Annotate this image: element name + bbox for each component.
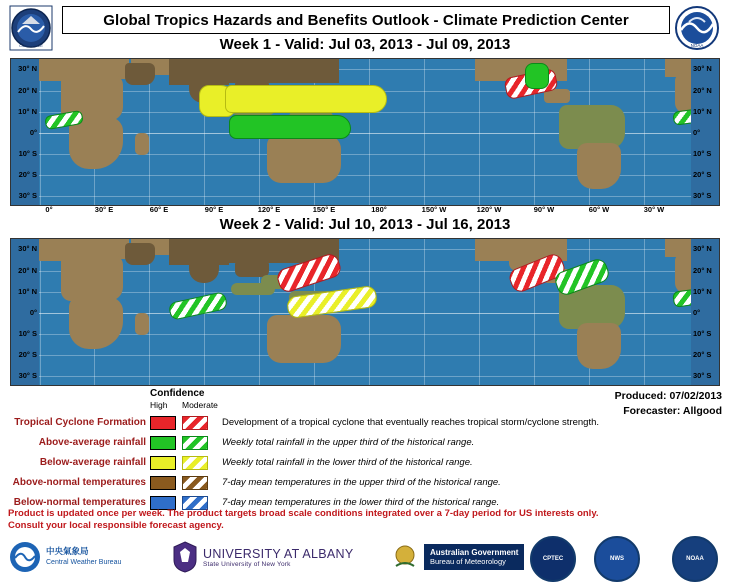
cwb-name-cn: 中央氣象局 bbox=[46, 546, 89, 556]
land2-west-africa bbox=[675, 253, 691, 293]
legend-label-below-average-rainfall: Below-average rainfall bbox=[39, 457, 146, 468]
noaa-partner-logo bbox=[672, 536, 718, 582]
gridline2-lon-180 bbox=[369, 239, 370, 385]
legend-swatch-high-tropical-cyclone bbox=[150, 416, 176, 430]
w2-lat-label-20n-right: 20° N bbox=[693, 266, 712, 275]
land-madagascar bbox=[135, 133, 149, 155]
w1-lat-label-20s-right: 20° S bbox=[693, 170, 712, 179]
legend-swatch-moderate-tropical-cyclone bbox=[182, 416, 208, 430]
week2-title: Week 2 - Valid: Jul 10, 2013 - Jul 16, 2013 bbox=[219, 216, 511, 233]
bom-name-text: Bureau of Meteorology bbox=[430, 557, 506, 566]
gridline2-lon-30w bbox=[644, 239, 645, 385]
forecaster-name: Forecaster: Allgood bbox=[623, 405, 722, 417]
w2-lat-label-0-right: 0° bbox=[693, 308, 701, 317]
land2-indochina bbox=[235, 259, 269, 277]
w1-lat-label-20n-left: 20° N bbox=[18, 86, 37, 95]
footnote bbox=[8, 508, 722, 532]
nws-climate-prediction-center-logo bbox=[594, 536, 640, 582]
legend-desc-below-normal-temperatures: 7-day mean temperatures in the lower third of the historical range. bbox=[222, 497, 500, 508]
albany-shield-icon bbox=[172, 540, 198, 574]
w1-lon-label-150w: 150° W bbox=[421, 205, 447, 214]
legend-label-above-normal-temperatures: Above-normal temperatures bbox=[12, 477, 146, 488]
footnote-line-2: Consult your local responsible forecast agency. bbox=[8, 520, 224, 531]
w1-lat-label-0-left: 0° bbox=[29, 128, 37, 137]
legend-row-tropical-cyclone bbox=[0, 416, 730, 434]
legend-confidence-title: Confidence bbox=[150, 388, 205, 399]
land2-australia bbox=[267, 315, 341, 363]
legend-desc-above-average-rainfall: Weekly total rainfall in the upper third of the historical range. bbox=[222, 437, 475, 448]
w1-lon-label-90w: 90° W bbox=[533, 205, 555, 214]
page-title bbox=[62, 6, 670, 34]
partner-logos bbox=[0, 536, 730, 580]
hazard-w1-green-maritime-continent[interactable] bbox=[229, 115, 351, 139]
gridline2-lat-30s bbox=[39, 376, 691, 377]
land-horn-of-africa bbox=[125, 63, 155, 85]
university-at-albany-logo bbox=[172, 536, 354, 578]
produced-date: Produced: 07/02/2013 bbox=[614, 390, 722, 402]
w2-lat-label-10s-right: 10° S bbox=[693, 329, 712, 338]
w1-lon-label-90e: 90° E bbox=[204, 205, 224, 214]
legend-confidence-high: High bbox=[150, 400, 168, 410]
land2-madagascar bbox=[135, 313, 149, 335]
w1-lon-label-0: 0° bbox=[45, 205, 53, 214]
land-australia bbox=[267, 135, 341, 183]
svg-text:COMMERCE: COMMERCE bbox=[19, 43, 43, 48]
w1-lon-label-30w: 30° W bbox=[643, 205, 665, 214]
albany-sub: State University of New York bbox=[203, 560, 291, 568]
footnote-line-1: Product is updated once per week. The product targets broad scale conditions integrated over a 7-day period for US interests only. bbox=[8, 508, 599, 519]
legend-desc-above-normal-temperatures: 7-day mean temperatures in the upper third of the historical range. bbox=[222, 477, 501, 488]
week2-map-area[interactable] bbox=[39, 239, 691, 385]
gridline-lon-150w bbox=[424, 59, 425, 205]
w2-lat-label-10n-right: 10° N bbox=[693, 287, 712, 296]
week1-map-panel[interactable] bbox=[10, 58, 720, 206]
w2-lat-label-30n-left: 30° N bbox=[18, 244, 37, 253]
legend-label-below-normal-temperatures: Below-normal temperatures bbox=[13, 497, 146, 508]
legend-swatch-moderate-above-normal-temperatures bbox=[182, 476, 208, 490]
w2-lat-label-30s-left: 30° S bbox=[18, 371, 37, 380]
week2-map-panel[interactable] bbox=[10, 238, 720, 386]
w1-lat-label-10s-right: 10° S bbox=[693, 149, 712, 158]
w2-lat-label-20s-right: 20° S bbox=[693, 350, 712, 359]
w1-lon-label-120w: 120° W bbox=[476, 205, 502, 214]
australian-coat-of-arms-icon bbox=[390, 542, 420, 572]
legend-desc-below-average-rainfall: Weekly total rainfall in the lower third of the historical range. bbox=[222, 457, 473, 468]
legend-swatch-moderate-above-average-rainfall bbox=[182, 436, 208, 450]
central-weather-bureau-logo bbox=[8, 536, 121, 578]
w1-lon-label-150e: 150° E bbox=[312, 205, 336, 214]
w1-lon-label-60e: 60° E bbox=[149, 205, 169, 214]
w1-lat-label-30n-right: 30° N bbox=[693, 64, 712, 73]
land-south-america-south bbox=[577, 143, 621, 189]
cptec-inpe-logo bbox=[530, 536, 576, 582]
w1-lat-label-20s-left: 20° S bbox=[18, 170, 37, 179]
gridline-lon-30w bbox=[644, 59, 645, 205]
w1-lon-label-30e: 30° E bbox=[94, 205, 114, 214]
land2-horn-of-africa bbox=[125, 243, 155, 265]
w1-lat-label-0-right: 0° bbox=[693, 128, 701, 137]
nws-text: NWS bbox=[610, 555, 624, 562]
w2-lat-label-0-left: 0° bbox=[29, 308, 37, 317]
legend-swatch-moderate-below-average-rainfall bbox=[182, 456, 208, 470]
bom-gov-text: Australian Government bbox=[430, 548, 519, 557]
legend-desc-tropical-cyclone: Development of a tropical cyclone that eventually reaches tropical storm/cyclone strength. bbox=[222, 417, 600, 428]
svg-text:NOAA: NOAA bbox=[690, 43, 704, 48]
land2-india-peninsula bbox=[189, 257, 219, 283]
legend-confidence-moderate: Moderate bbox=[182, 400, 218, 410]
w1-lat-label-10n-left: 10° N bbox=[18, 107, 37, 116]
w1-lat-label-30s-right: 30° S bbox=[693, 191, 712, 200]
w1-lat-label-10s-left: 10° S bbox=[18, 149, 37, 158]
w1-lat-label-30s-left: 30° S bbox=[18, 191, 37, 200]
land2-south-america-south bbox=[577, 323, 621, 369]
albany-name: UNIVERSITY AT ALBANY bbox=[203, 546, 354, 561]
legend-row-above-average-rainfall bbox=[0, 436, 730, 454]
week1-map-area[interactable] bbox=[39, 59, 691, 205]
cptec-text: CPTEC bbox=[542, 555, 564, 562]
w1-lon-label-120e: 120° E bbox=[257, 205, 281, 214]
legend-row-above-normal-temperatures bbox=[0, 476, 730, 494]
w2-lat-label-20s-left: 20° S bbox=[18, 350, 37, 359]
w2-lat-label-10s-left: 10° S bbox=[18, 329, 37, 338]
legend-swatch-high-below-average-rainfall bbox=[150, 456, 176, 470]
w2-lat-label-30s-right: 30° S bbox=[693, 371, 712, 380]
hazard-w1-green-mexico[interactable] bbox=[525, 63, 549, 89]
w1-lat-label-20n-right: 20° N bbox=[693, 86, 712, 95]
w1-lat-label-30n-left: 30° N bbox=[18, 64, 37, 73]
w2-lat-label-20n-left: 20° N bbox=[18, 266, 37, 275]
noaa-partner-text: NOAA bbox=[686, 555, 704, 562]
legend-swatch-high-above-normal-temperatures bbox=[150, 476, 176, 490]
land-west-africa bbox=[675, 73, 691, 113]
week1-title: Week 1 - Valid: Jul 03, 2013 - Jul 09, 2013 bbox=[219, 36, 511, 53]
australian-bureau-of-meteorology-logo bbox=[390, 536, 524, 578]
page-title-text: Global Tropics Hazards and Benefits Outlook - Climate Prediction Center bbox=[103, 11, 629, 29]
cwb-emblem-icon bbox=[8, 540, 42, 574]
cwb-name-en: Central Weather Bureau bbox=[46, 559, 122, 566]
hazard-w1-yellow-west-pacific[interactable] bbox=[225, 85, 387, 113]
gridline2-lon-150w bbox=[424, 239, 425, 385]
legend-label-above-average-rainfall: Above-average rainfall bbox=[38, 437, 146, 448]
w2-lat-label-30n-right: 30° N bbox=[693, 244, 712, 253]
w1-lon-label-180: 180° bbox=[371, 205, 387, 214]
w2-lat-label-10n-left: 10° N bbox=[18, 287, 37, 296]
legend-swatch-high-above-average-rainfall bbox=[150, 436, 176, 450]
legend-row-below-average-rainfall bbox=[0, 456, 730, 474]
legend-label-tropical-cyclone: Tropical Cyclone Formation bbox=[14, 417, 146, 428]
gridline-lon-180 bbox=[369, 59, 370, 205]
land2-africa-central bbox=[61, 255, 123, 301]
w1-lon-label-60w: 60° W bbox=[588, 205, 610, 214]
gridline-lat-30s bbox=[39, 196, 691, 197]
w1-lat-label-10n-right: 10° N bbox=[693, 107, 712, 116]
